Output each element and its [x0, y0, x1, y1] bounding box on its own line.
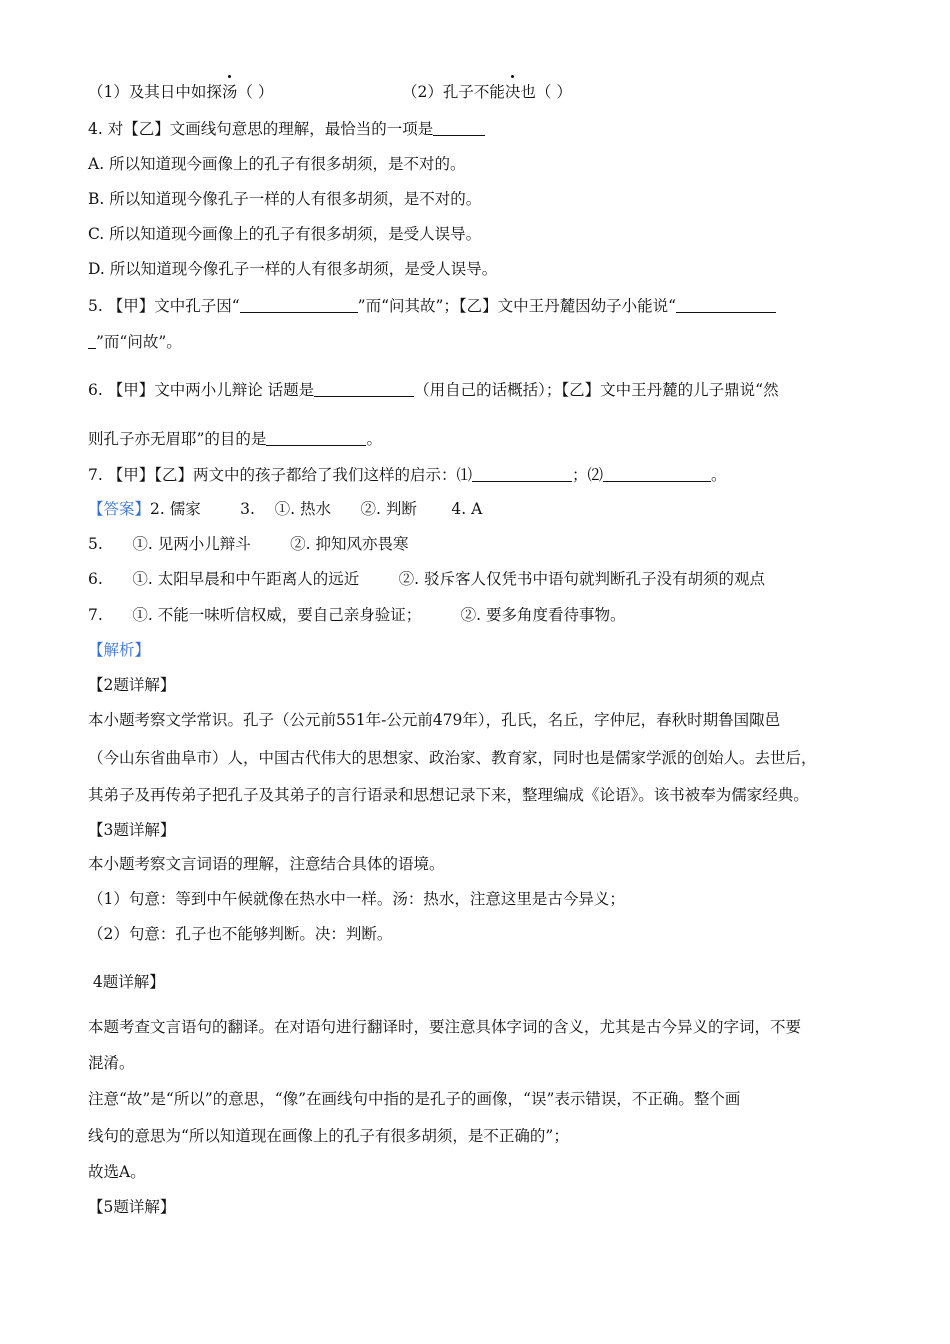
q3-heading: 【3题详解】 — [88, 821, 176, 839]
q4-option-a: A. 所以知道现今画像上的孔子有很多胡须，是不对的。 — [88, 155, 466, 173]
q5-heading: 【5题详解】 — [88, 1198, 176, 1216]
answer-blank — [314, 381, 414, 397]
q2-heading: 【2题详解】 — [88, 676, 176, 694]
q3-item-1: （1）及其日中如探汤（ ） — [88, 83, 274, 101]
q4-text-3: 注意“故”是“所以”的意思，“像”在画线句中指的是孔子的画像，“误”表示错误，不正确。整个画 — [88, 1090, 741, 1108]
answer-blank — [240, 297, 358, 313]
q3-text-2: （1）句意：等到中午候就像在热水中一样。汤：热水，注意这里是古今异义； — [88, 890, 625, 908]
dotted-char: 汤 — [221, 83, 238, 101]
q4-option-d: D. 所以知道现今像孔子一样的人有很多胡须，是受人误导。 — [88, 260, 498, 278]
q4-heading: 4题详解】 — [88, 973, 165, 991]
answer-blank — [266, 430, 366, 446]
q4-option-c: C. 所以知道现今画像上的孔子有很多胡须，是受人误导。 — [88, 225, 482, 243]
q2-text-1: 本小题考察文学常识。孔子（公元前551年-公元前479年），孔氏，名丘，字仲尼，春秋时期鲁国陬邑 — [88, 711, 781, 729]
analysis-label: 【解析】 — [88, 641, 151, 659]
q2-text-2: （今山东省曲阜市）人，中国古代伟大的思想家、政治家、教育家，同时也是儒家学派的创始人。去世后， — [88, 749, 817, 767]
answer-blank — [472, 466, 572, 482]
q4-text-4: 线句的意思为“所以知道现在画像上的孔子有很多胡须，是不正确的”； — [88, 1127, 569, 1145]
q4-option-b: B. 所以知道现今像孔子一样的人有很多胡须，是不对的。 — [88, 190, 482, 208]
q3-text-3: （2）句意：孔子也不能够判断。决：判断。 — [88, 925, 393, 943]
q4-stem: 4. 对【乙】文画线句意思的理解，最恰当的一项是 — [88, 119, 485, 139]
answer-row-6: 6. ①. 太阳早晨和中午距离人的远近 ②. 驳斥客人仅凭书中语句就判断孔子没有胡须的观点 — [88, 570, 765, 588]
q5-line-2: ”而“问故”。 — [88, 332, 182, 352]
q6-line-1: 6. 【甲】文中两小儿辩论 话题是 （用自己的话概括）；【乙】文中王丹麓的儿子鼎说“然 — [88, 381, 779, 399]
answer-row-5: 5. ①. 见两小儿辩斗 ②. 抑知风亦畏寒 — [88, 535, 409, 553]
answer-label: 【答案】 — [88, 500, 151, 518]
q4-text-1: 本题考查文言语句的翻译。在对语句进行翻译时，要注意具体字词的含义，尤其是古今异义的字词，不要 — [88, 1018, 802, 1036]
answer-row-7: 7. ①. 不能一味听信权威，要自己亲身验证； ②. 要多角度看待事物。 — [88, 606, 626, 624]
answer-row-1: 【答案】2. 儒家 3. ①. 热水 ②. 判断 4. A — [88, 500, 483, 518]
dotted-char: 决 — [504, 83, 521, 101]
answer-blank — [603, 466, 711, 482]
q5-line-1: 5. 【甲】文中孔子因“ ”而“问其故”；【乙】文中王丹麓因幼子小能说“ — [88, 296, 776, 316]
q6-line-2: 则孔子亦无眉耶”的目的是 。 — [88, 430, 382, 448]
q3-text-1: 本小题考察文言词语的理解，注意结合具体的语境。 — [88, 855, 445, 873]
q4-text-2: 混淆。 — [88, 1054, 135, 1072]
q7-line: 7. 【甲】【乙】两文中的孩子都给了我们这样的启示：⑴ ；⑵ 。 — [88, 466, 727, 484]
q3-item-2: （2）孔子不能决也（ ） — [402, 83, 572, 101]
q4-text-5: 故选A。 — [88, 1163, 146, 1181]
answer-blank — [676, 297, 776, 313]
answer-blank — [88, 333, 96, 349]
q2-text-3: 其弟子及再传弟子把孔子及其弟子的言行语录和思想记录下来，整理编成《论语》。该书被奉为儒家经典。 — [88, 786, 809, 804]
answer-blank — [433, 120, 485, 136]
